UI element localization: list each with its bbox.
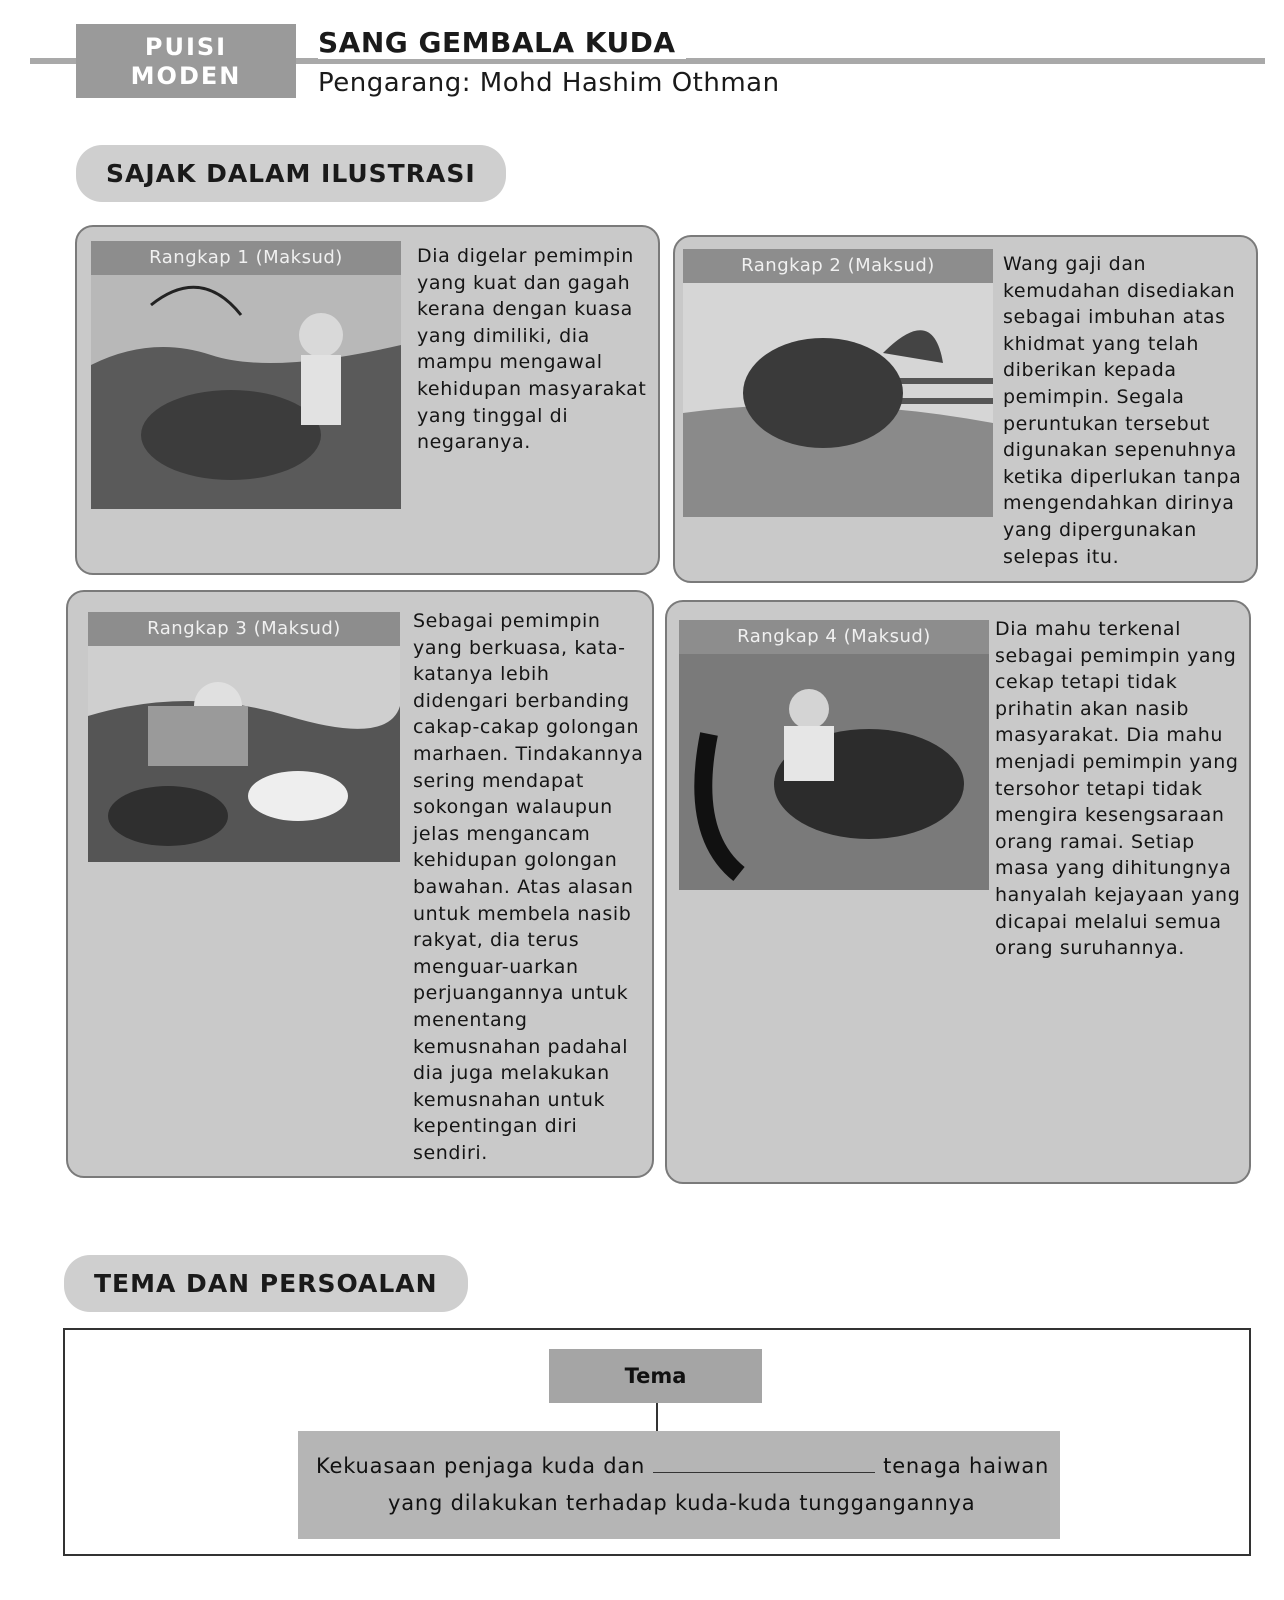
- section-heading-theme: TEMA DAN PERSOALAN: [64, 1255, 468, 1312]
- stanza-text-1: Dia digelar pemimpin yang kuat dan gagah kerana dengan kuasa yang dimiliki, dia mampu mengawal kehidupan masyarakat yang tinggal di negaranya.: [417, 245, 647, 454]
- stanza-caption-3: Rangkap 3 (Maksud): [88, 612, 400, 646]
- tema-answer-box: [298, 1431, 1060, 1539]
- tema-connector-line: [656, 1403, 658, 1431]
- horse-rider-image-1: [91, 275, 401, 509]
- stanza-panel-3: [66, 590, 654, 1178]
- tema-fill-blank[interactable]: [653, 1453, 875, 1473]
- stanza-caption-1: Rangkap 1 (Maksud): [91, 241, 401, 275]
- stanza-text-3: Sebagai pemimpin yang berkuasa, kata-katanya lebih didengari berbanding cakap-cakap golongan marhaen. Tindakannya sering mendapat sokongan walaupun jelas mengancam kehidupan golongan bawahan. Atas alasan untuk membela nasib rakyat, dia terus menguar-uarkan perjuangannya untuk menentang kemusnahan padahal dia juga melakukan kemusnahan untuk kepentingan diri sendiri.: [413, 610, 644, 1164]
- author-line: Pengarang: Mohd Hashim Othman: [318, 68, 780, 98]
- tema-line-2: yang dilakukan terhadap kuda-kuda tunggangannya: [388, 1491, 976, 1515]
- tema-line-1: [316, 1453, 1049, 1478]
- stanza-caption-4: Rangkap 4 (Maksud): [679, 620, 989, 654]
- stanza-panel-2: [673, 235, 1258, 583]
- stanza-illustration-1: [91, 241, 401, 509]
- section-heading-illustration: SAJAK DALAM ILUSTRASI: [76, 145, 506, 202]
- stanza-caption-2: Rangkap 2 (Maksud): [683, 249, 993, 283]
- stanza-illustration-2: [683, 249, 993, 517]
- stanza-illustration-3: [88, 612, 400, 862]
- rider-rearing-horse-image-4: [679, 654, 989, 890]
- leader-shouting-image-3: [88, 646, 400, 862]
- tema-text-before-blank: Kekuasaan penjaga kuda dan: [316, 1454, 646, 1478]
- stanza-panel-1: [75, 225, 660, 575]
- horse-bucking-image-2: [683, 283, 993, 517]
- stanza-panel-4: [665, 600, 1251, 1184]
- tema-label-box: Tema: [549, 1349, 762, 1403]
- tema-text-after-blank: tenaga haiwan: [883, 1454, 1050, 1478]
- badge-line-1: PUISI: [144, 33, 228, 61]
- stanza-text-4: Dia mahu terkenal sebagai pemimpin yang cekap tetapi tidak prihatin akan nasib masyarakat. Dia mahu menjadi pemimpin yang tersohor tetapi tidak mengira kesengsaraan orang ramai. Setiap masa yang dihitungnya hanyalah kejayaan yang dicapai melalui semua orang suruhannya.: [995, 618, 1241, 960]
- badge-line-2: MODEN: [130, 62, 242, 90]
- section-badge: [76, 24, 296, 98]
- stanza-text-2: Wang gaji dan kemudahan disediakan sebagai imbuhan atas khidmat yang telah diberikan kepada pemimpin. Segala peruntukan tersebut digunakan sepenuhnya ketika diperlukan tanpa mengendahkan dirinya yang dipergunakan selepas itu.: [1003, 253, 1242, 568]
- page-title: SANG GEMBALA KUDA: [318, 26, 686, 59]
- stanza-illustration-4: [679, 620, 989, 890]
